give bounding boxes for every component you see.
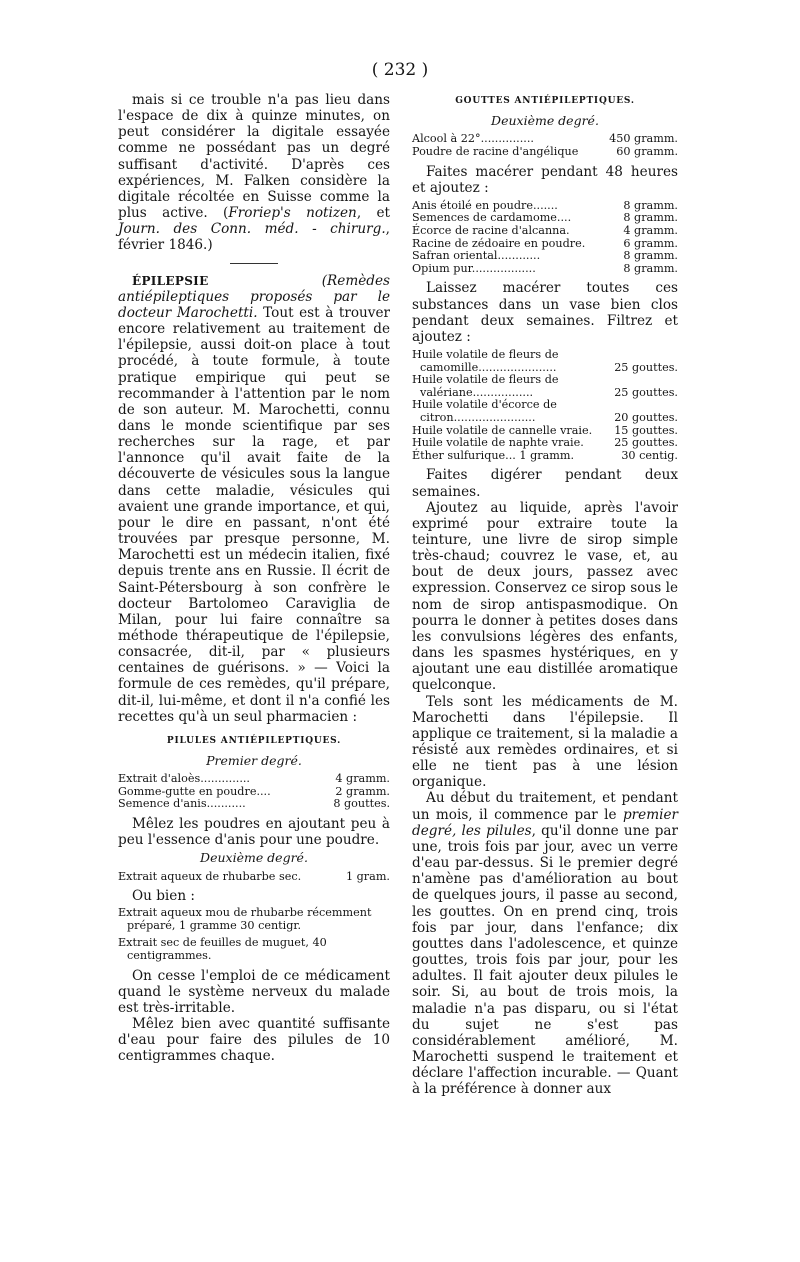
paragraph: Ajoutez au liquide, après l'avoir exprimé pour extraire toute la teinture, une livre de sirop simple très-chaud; couvrez le vase, et, au bout de deux jours, passez avec expression. Conservez ce sirop sous le nom de sirop antispasmodique. On pourra le donner à petites doses dans les convulsions légères des enfants, dans les spasmes hystériques, en y ajoutant une eau distillée aromatique quelconque.	[412, 499, 678, 694]
paragraph-text: , février 1846.)	[118, 221, 390, 254]
recipe-heading: GOUTTES ANTIÉPILEPTIQUES.	[455, 96, 635, 106]
left-column	[118, 92, 390, 1065]
ingredient-name: Huile volatile d'écorce de citron.......................	[412, 398, 557, 424]
ingredient-name: Éther sulfurique... 1 gramm.	[412, 448, 575, 462]
recipe-table	[412, 349, 678, 462]
paragraph-text: Tout est à trouver encore relativement au traitement de l'épilepsie, aussi doit-on place à tout procédé, à toute formule, à toute pratique empirique qui peut se recommander à l'attention par le nom de son auteur. M. Marochetti, connu dans le monde scientifique par ses recherches sur la rage, et par l'annonce qu'il avait faite de la découverte de vésicules sous la langue dans cette maladie, vésicules qui avaient une grande importance, et qui, pour le dire en passant, n'ont été trouvées par presque personne, M. Marochetti est un médecin italien, fixé depuis trente ans en Russie. Il écrit de Saint-Pétersbourg à son confrère le docteur Bartolomeo Caraviglia de Milan, pour lui faire connaître sa méthode thérapeutique de l'épilepsie, consacrée, dit-il, par « plusieurs centaines de guérisons. » — Voici la formule de ces remèdes, qu'il prépare, dit-il, lui-même, et dont il n'a confié les recettes qu'à un seul pharmacien :	[118, 304, 390, 725]
paragraph: Tels sont les médicaments de M. Marochetti dans l'épilepsie. Il applique ce traitement, si la maladie a résisté aux remèdes ordinaires, et si elle ne tient pas à une lésion organique.	[412, 693, 678, 791]
ingredient-name: Racine de zédoaire en poudre.	[412, 236, 586, 250]
right-column	[412, 92, 678, 1097]
degree-label: Deuxième degré.	[491, 113, 599, 129]
paragraph-treatment	[412, 790, 678, 1097]
ingredient-qty: 15 gouttes.	[614, 423, 678, 437]
paragraph: Ou bien :	[132, 888, 195, 905]
ingredient-name: Extrait d'aloès..............	[118, 772, 250, 786]
recipe-row	[412, 437, 678, 450]
paragraph-text: , qu'il donne une par une, trois fois par jour, avec un verre d'eau par-dessus. Si le premier degré n'amène pas d'amélioration au bout de quelques jours, il passe au second, les gouttes. On en prend cinq, trois fois par jour, dans l'enfance; dix gouttes dans l'adolescence, et quinze gouttes, trois fois par jour, pour les adultes. Il fait ajouter deux pilules le soir. Si, au bout de trois mois, la maladie n'a pas disparu, ou si l'état du sujet ne s'est pas considérablement amélioré, M. Marochetti suspend le traitement et déclare l'affection incurable. — Quant à la préférence à donner aux	[412, 822, 679, 1098]
ingredient-name: Extrait aqueux de rhubarbe sec.	[118, 869, 302, 883]
paragraph: Mêlez bien avec quantité suffisante d'eau pour faire des pilules de 10 centigrammes chaque.	[118, 1016, 390, 1065]
recipe-row	[118, 798, 390, 811]
emphasis: premier degré, les pilules	[412, 806, 678, 839]
recipe-line: Extrait aqueux mou de rhubarbe récemment préparé, 1 gramme 30 centigr.	[118, 906, 372, 932]
paragraph-text: , et	[356, 205, 390, 222]
paragraph-text: Au début du traitement, et pendant un mois, il commence par le	[412, 790, 678, 823]
ingredient-name: Semences de cardamome....	[412, 211, 572, 225]
recipe-row	[412, 349, 678, 374]
ingredient-name: Gomme-gutte en poudre....	[118, 784, 271, 798]
paragraph: Faites macérer pendant 48 heures et ajoutez :	[412, 163, 678, 196]
recipe-row	[412, 374, 678, 399]
paragraph-text: mais si ce trouble n'a pas lieu dans l'espace de dix à quinze minutes, on peut considérer la digitale essayée comme ne possédant pas un degré suffisant d'activité. D'après ces expériences, M. Falken considère la digitale récoltée en Suisse comme la plus active. (	[118, 92, 390, 222]
section-title: ÉPILEPSIE	[132, 273, 209, 288]
ingredient-qty: 20 gouttes.	[614, 410, 678, 424]
ingredient-name: Anis étoilé en poudre.......	[412, 198, 558, 212]
paragraph: Laissez macérer toutes ces substances dans un vase bien clos pendant deux semaines. Filtrez et ajoutez :	[412, 280, 678, 345]
recipe-row	[118, 773, 390, 786]
ingredient-qty: 8 gramm.	[623, 261, 678, 275]
ingredient-name: Safran oriental............	[412, 249, 541, 263]
ingredient-qty: 1 gram.	[345, 869, 390, 883]
recipe-row	[412, 263, 678, 276]
ingredient-qty: 8 gouttes.	[333, 797, 390, 811]
recipe-table	[412, 133, 678, 158]
ingredient-name: Huile volatile de fleurs de valériane.................	[412, 373, 559, 399]
ingredient-name: Huile volatile de cannelle vraie.	[412, 423, 593, 437]
recipe-table	[118, 773, 390, 811]
degree-label: Deuxième degré.	[200, 850, 308, 866]
recipe-row	[412, 225, 678, 238]
ingredient-qty: 2 gramm.	[335, 784, 390, 798]
citation: Journ. des Conn. méd. - chirurg.	[118, 221, 386, 238]
ingredient-name: Opium pur..................	[412, 261, 536, 275]
paragraph-digitale	[118, 92, 390, 254]
section-divider	[230, 263, 278, 264]
ingredient-qty: 25 gouttes.	[614, 436, 678, 450]
recipe-row	[118, 871, 390, 884]
paragraph: Faites digérer pendant deux semaines.	[412, 467, 678, 500]
ingredient-qty: 4 gramm.	[623, 224, 678, 237]
ingredient-name: Écorce de racine d'alcanna.	[412, 224, 570, 237]
recipe-table	[412, 200, 678, 276]
recipe-row	[412, 399, 678, 424]
ingredient-qty: 6 gramm.	[623, 236, 678, 250]
paragraph: Mêlez les poudres en ajoutant peu à peu l'essence d'anis pour une poudre.	[118, 816, 390, 849]
ingredient-qty: 8 gramm.	[623, 198, 678, 212]
ingredient-qty: 8 gramm.	[623, 249, 678, 263]
ingredient-qty: 8 gramm.	[623, 211, 678, 225]
ingredient-qty: 25 gouttes.	[614, 385, 678, 399]
ingredient-qty: 4 gramm.	[335, 772, 390, 786]
ingredient-qty: 25 gouttes.	[614, 360, 678, 374]
ingredient-qty: 30 centig.	[621, 448, 678, 462]
page-number: ( 232 )	[371, 60, 429, 80]
ingredient-qty: 60 gramm.	[616, 144, 678, 158]
paragraph-epilepsie	[118, 273, 390, 725]
ingredient-name: Huile volatile de naphte vraie.	[412, 436, 584, 450]
recipe-row	[412, 250, 678, 263]
section-subtitle: (Remèdes antiépileptiques proposés par le docteur Marochetti.	[118, 272, 390, 321]
degree-label: Premier degré.	[206, 753, 302, 769]
ingredient-name: Huile volatile de fleurs de camomille......................	[412, 348, 559, 374]
recipe-table	[118, 871, 390, 884]
citation: Froriep's notizen	[228, 205, 357, 222]
recipe-row	[412, 146, 678, 159]
recipe-line: Extrait sec de feuilles de muguet, 40 centigrammes.	[118, 936, 327, 963]
ingredient-qty: 450 gramm.	[609, 132, 678, 146]
ingredient-name: Alcool à 22°...............	[412, 132, 534, 146]
recipe-row	[412, 450, 678, 463]
recipe-heading: PILULES ANTIÉPILEPTIQUES.	[166, 735, 342, 746]
paragraph: On cesse l'emploi de ce médicament quand le système nerveux du malade est très-irritable.	[118, 967, 390, 1016]
ingredient-name: Semence d'anis...........	[118, 797, 246, 811]
ingredient-name: Poudre de racine d'angélique	[412, 144, 579, 158]
